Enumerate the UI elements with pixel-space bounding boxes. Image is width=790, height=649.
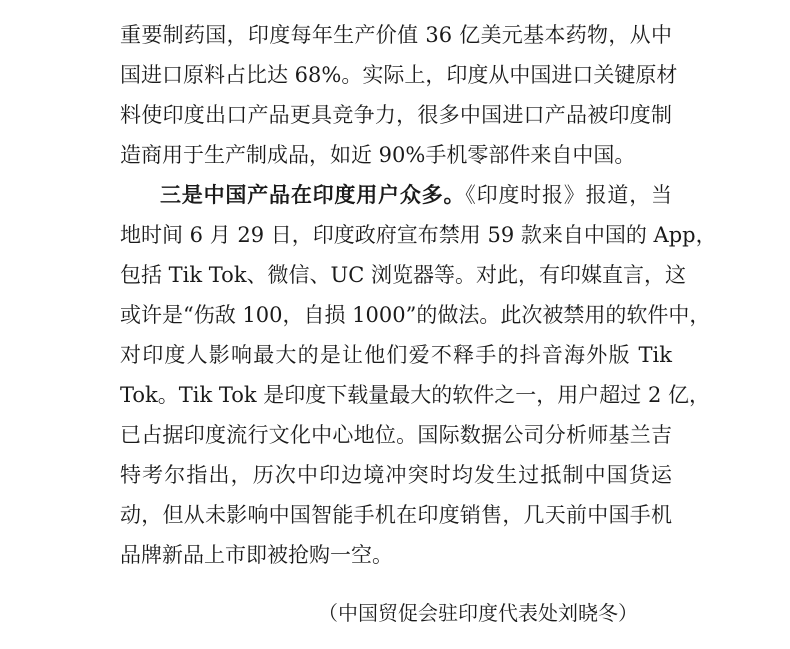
paragraph-2-line-4: 或许是“伤敌 100，自损 1000”的做法。此次被禁用的软件中， (120, 303, 711, 327)
author-signature: （中国贸促会驻印度代表处刘晓冬） (318, 601, 638, 625)
paragraph-2-lead-heading: 三是中国产品在印度用户众多。 (160, 182, 466, 207)
paragraph-2-line-1-rest: 《印度时报》报道，当 (465, 183, 673, 207)
paragraph-2-line-5: 对印度人影响最大的是让他们爱不释手的抖音海外版 Tik (120, 343, 672, 367)
paragraph-2-line-7: 已占据印度流行文化中心地位。国际数据公司分析师基兰吉 (120, 423, 672, 447)
paragraph-2-line-9: 动，但从未影响中国智能手机在印度销售，几天前中国手机 (120, 503, 672, 527)
paragraph-1-line-1: 重要制药国，印度每年生产价值 36 亿美元基本药物，从中 (120, 23, 672, 47)
paragraph-2-line-2: 地时间 6 月 29 日，印度政府宣布禁用 59 款来自中国的 App， (120, 223, 717, 247)
paragraph-1-line-2: 国进口原料占比达 68%。实际上，印度从中国进口关键原材 (120, 63, 678, 87)
paragraph-2-line-10: 品牌新品上市即被抢购一空。 (120, 543, 393, 567)
paragraph-1-line-4: 造商用于生产制成品，如近 90%手机零部件来自中国。 (120, 143, 636, 167)
paragraph-2-line-3: 包括 Tik Tok、微信、UC 浏览器等。对此，有印媒直言，这 (120, 263, 686, 287)
paragraph-2-line-6: Tok。Tik Tok 是印度下载量最大的软件之一，用户超过 2 亿， (120, 383, 710, 407)
paragraph-2-line-8: 特考尔指出，历次中印边境冲突时均发生过抵制中国货运 (120, 463, 672, 487)
paragraph-1-line-3: 料使印度出口产品更具竞争力，很多中国进口产品被印度制 (120, 103, 672, 127)
paragraph-2-line-1 (160, 180, 672, 210)
